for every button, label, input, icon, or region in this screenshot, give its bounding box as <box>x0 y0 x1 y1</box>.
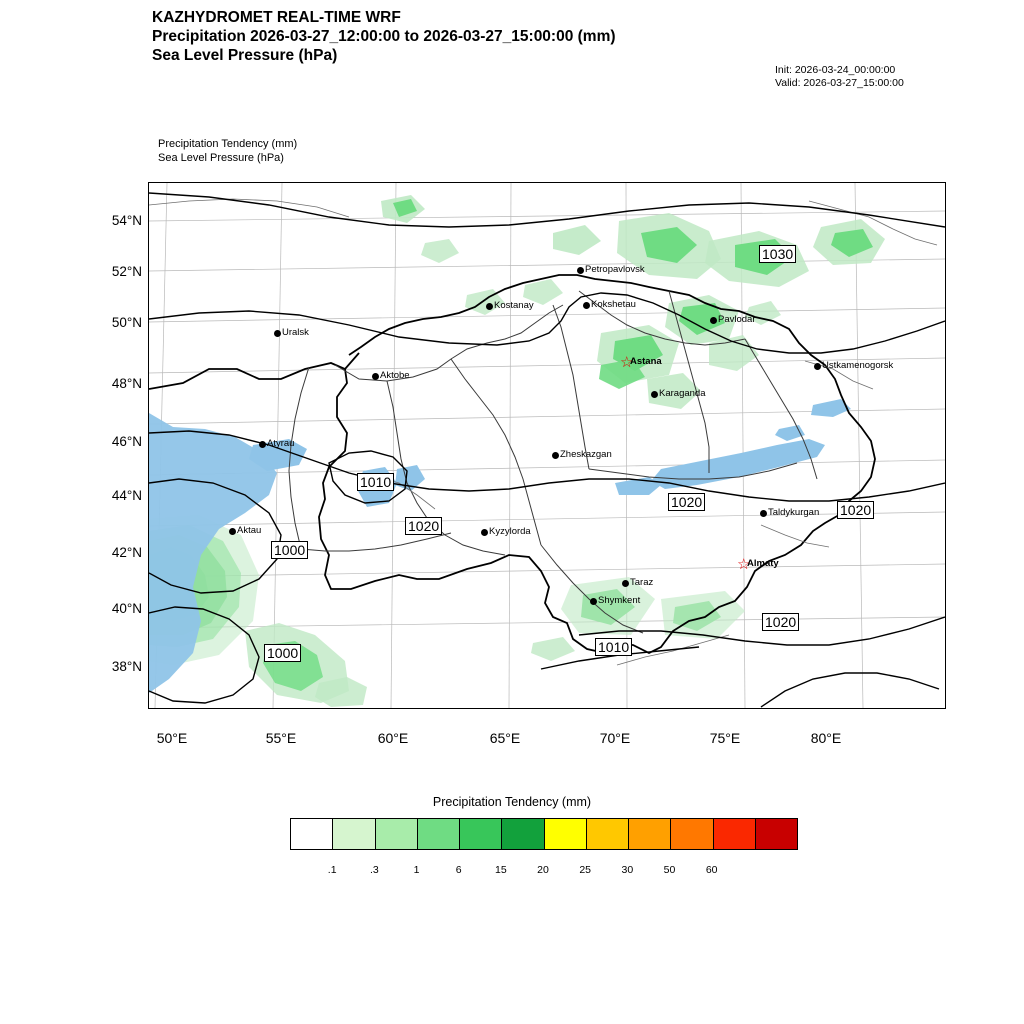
lon-tick-label: 70°E <box>599 730 631 746</box>
city-dot-icon <box>552 452 559 459</box>
run-info <box>775 64 904 90</box>
city-label: Ustkamenogorsk <box>822 360 894 371</box>
isobar-label: 1030 <box>759 245 796 263</box>
caption-slp: Sea Level Pressure (hPa) <box>158 152 284 164</box>
colorbar-swatch <box>629 819 671 849</box>
lon-tick-label: 75°E <box>709 730 741 746</box>
title-line-2: Precipitation 2026-03-27_12:00:00 to 2026-03-27_15:00:00 (mm) <box>152 28 616 45</box>
lat-tick-label: 50°N <box>111 315 142 330</box>
city-label: Atyrau <box>267 438 295 449</box>
city-dot-icon <box>372 373 379 380</box>
lon-tick-label: 55°E <box>265 730 297 746</box>
city-label: Aktobe <box>380 370 410 381</box>
city-label: Petropavlovsk <box>585 264 645 275</box>
colorbar-tick-label: 1 <box>413 864 420 876</box>
lon-tick-label: 65°E <box>489 730 521 746</box>
colorbar <box>290 818 798 850</box>
city-label: Kyzylorda <box>489 526 531 537</box>
colorbar-swatch <box>671 819 713 849</box>
lat-tick-label: 40°N <box>111 601 142 616</box>
caption-precip: Precipitation Tendency (mm) <box>158 138 298 150</box>
colorbar-ticks <box>290 864 796 878</box>
colorbar-swatch <box>714 819 756 849</box>
colorbar-swatch <box>291 819 333 849</box>
isobar-label: 1000 <box>271 541 308 559</box>
city-label: Aktau <box>237 525 262 536</box>
lat-tick-label: 54°N <box>111 213 142 228</box>
field-caption <box>158 137 297 165</box>
lat-tick-label: 42°N <box>111 545 142 560</box>
isobar-label: 1020 <box>837 501 874 519</box>
valid-time: Valid: 2026-03-27_15:00:00 <box>775 77 904 89</box>
lat-tick-label: 48°N <box>111 376 142 391</box>
colorbar-swatch <box>545 819 587 849</box>
city-label: Uralsk <box>282 327 309 338</box>
colorbar-tick-label: 15 <box>494 864 507 876</box>
isobar-label: 1020 <box>405 517 442 535</box>
init-time: Init: 2026-03-24_00:00:00 <box>775 64 896 76</box>
lat-tick-label: 52°N <box>111 264 142 279</box>
title-line-1: KAZHYDROMET REAL-TIME WRF <box>152 9 401 26</box>
isobar-label: 1010 <box>595 638 632 656</box>
colorbar-tick-label: 60 <box>705 864 718 876</box>
colorbar-swatch <box>376 819 418 849</box>
isobar-label: 1000 <box>264 644 301 662</box>
capital-star-icon: ☆ <box>620 354 634 371</box>
colorbar-tick-label: 50 <box>663 864 676 876</box>
city-dot-icon <box>486 303 493 310</box>
lon-tick-label: 60°E <box>377 730 409 746</box>
colorbar-swatch <box>756 819 797 849</box>
colorbar-tick-label: 30 <box>621 864 634 876</box>
city-label: Almaty <box>747 558 779 569</box>
city-label: Taldykurgan <box>768 507 820 518</box>
colorbar-tick-label: 20 <box>537 864 549 876</box>
city-label: Shymkent <box>598 595 641 606</box>
city-label: Zheskazgan <box>560 449 612 460</box>
city-dot-icon <box>651 391 658 398</box>
colorbar-tick-label: 6 <box>455 864 462 876</box>
page-title <box>152 8 616 65</box>
city-dot-icon <box>577 267 584 274</box>
city-dot-icon <box>229 528 236 535</box>
title-line-3: Sea Level Pressure (hPa) <box>152 47 338 64</box>
colorbar-tick-label: 25 <box>579 864 591 876</box>
lat-tick-label: 46°N <box>111 434 142 449</box>
city-dot-icon <box>760 510 767 517</box>
city-label: Pavlodar <box>718 314 756 325</box>
city-dot-icon <box>622 580 629 587</box>
lat-tick-label: 38°N <box>111 659 142 674</box>
city-label: Astana <box>630 356 662 367</box>
lat-tick-label: 44°N <box>111 488 142 503</box>
city-label: Kokshetau <box>591 299 636 310</box>
city-dot-icon <box>583 302 590 309</box>
city-dot-icon <box>481 529 488 536</box>
colorbar-swatch <box>418 819 460 849</box>
city-dot-icon <box>259 441 266 448</box>
colorbar-tick-label: .1 <box>327 864 337 876</box>
colorbar-swatch <box>333 819 375 849</box>
map-canvas[interactable] <box>148 182 946 709</box>
isobar-label: 1010 <box>357 473 394 491</box>
colorbar-swatch <box>502 819 544 849</box>
city-dot-icon <box>710 317 717 324</box>
colorbar-swatch <box>587 819 629 849</box>
colorbar-swatch <box>460 819 502 849</box>
city-dot-icon <box>814 363 821 370</box>
colorbar-title: Precipitation Tendency (mm) <box>432 795 592 809</box>
capital-star-icon: ☆ <box>737 556 751 573</box>
lon-tick-label: 50°E <box>156 730 188 746</box>
city-dot-icon <box>590 598 597 605</box>
isobar-label: 1020 <box>668 493 705 511</box>
isobar-label: 1020 <box>762 613 799 631</box>
city-label: Taraz <box>630 577 654 588</box>
city-label: Karaganda <box>659 388 706 399</box>
city-dot-icon <box>274 330 281 337</box>
lon-tick-label: 80°E <box>810 730 842 746</box>
colorbar-tick-label: .3 <box>369 864 379 876</box>
city-label: Kostanay <box>494 300 534 311</box>
